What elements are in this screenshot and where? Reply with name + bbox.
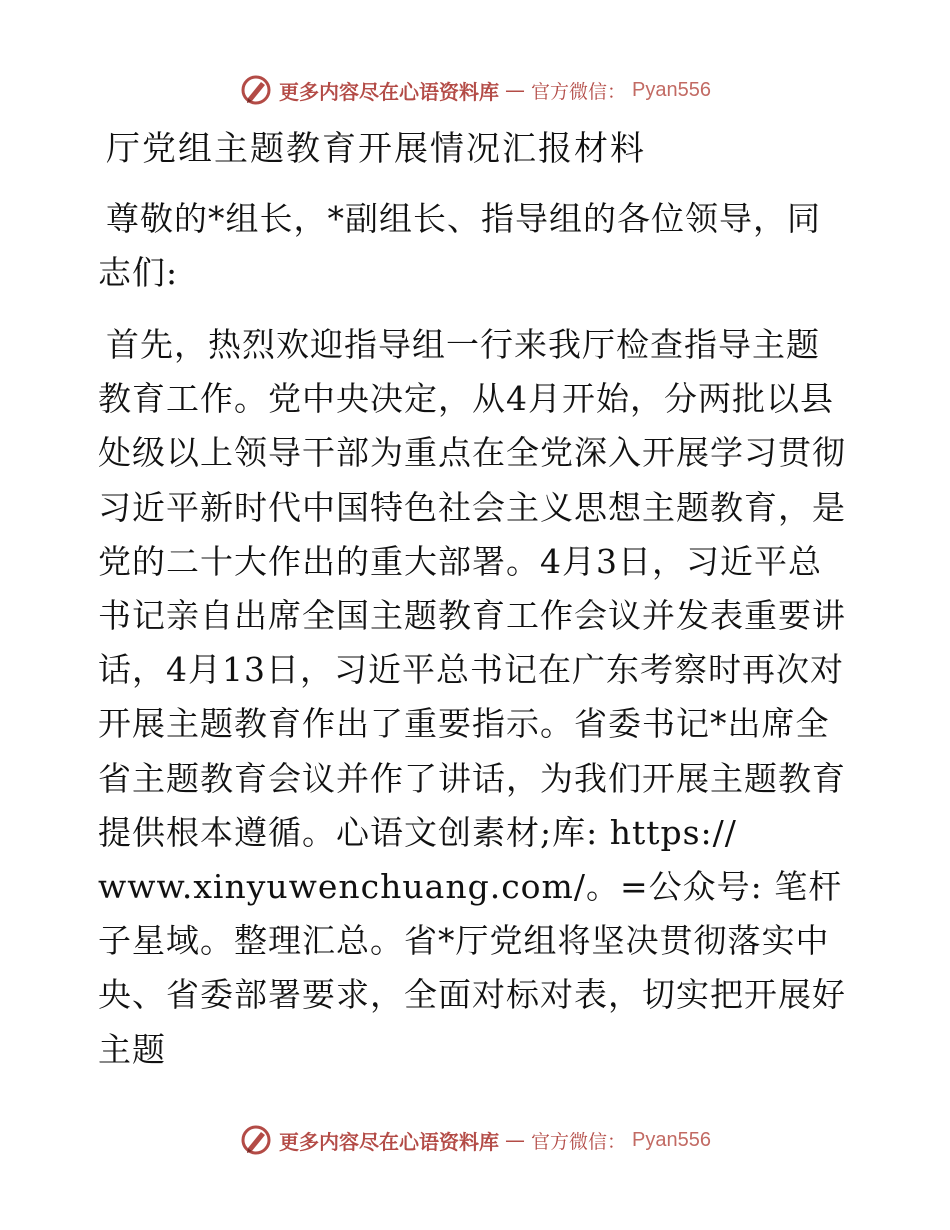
watermark-dash: — [505, 78, 525, 102]
pen-logo-icon [239, 1123, 273, 1157]
pen-logo-icon [239, 73, 273, 107]
watermark-wechat-label: 官方微信： [531, 1130, 627, 1153]
header-watermark [0, 70, 950, 110]
document-title: 厅党组主题教育开展情况汇报材料 [106, 129, 646, 169]
watermark-main-text: 更多内容尽在心语资料库 [279, 79, 499, 104]
watermark-main-text: 更多内容尽在心语资料库 [279, 1129, 499, 1154]
watermark-wechat-label: 官方微信： [531, 80, 627, 103]
watermark-wechat-id: Pyan556 [632, 78, 711, 101]
watermark-wechat-id: Pyan556 [632, 1128, 711, 1151]
body-paragraph: 首先，热烈欢迎指导组一行来我厅检查指导主题教育工作。党中央决定，从4月开始，分两批以县处级以上领导干部为重点在全党深入开展学习贯彻习近平新时代中国特色社会主义思想主题教育，是党的二十大作出的重大部署。4月3日，习近平总书记亲自出席全国主题教育工作会议并发表重要讲话，4月13日，习近平总书记在广东考察时再次对开展主题教育作出了重要指示。省委书记*出席全省主题教育会议并作了讲话，为我们开展主题教育提供根本遵循。心语文创素材;库: https:// www.xinyuwenchuang.com/。=公众号: 笔杆子星域。整理汇总。省*厅党组将坚决贯彻落实中央、省委部署要求，全面对标对表，切实把开展好主题 [98, 325, 846, 1069]
watermark-dash: — [505, 1128, 525, 1152]
salutation-paragraph: 尊敬的*组长，*副组长、指导组的各位领导，同志们: [98, 199, 821, 293]
footer-watermark [0, 1120, 950, 1160]
